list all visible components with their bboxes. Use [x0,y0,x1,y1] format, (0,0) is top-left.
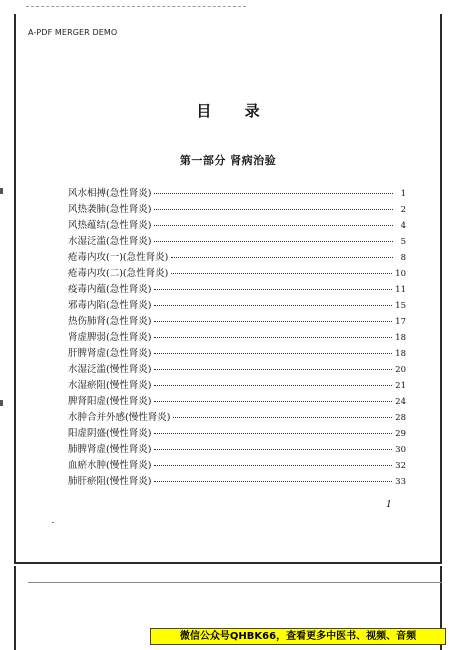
toc-leader-dots [154,312,392,322]
document-page[interactable] [14,14,442,564]
toc-entry-page: 18 [395,333,406,343]
toc-entry-label: 疮毒内攻(二)(急性肾炎) [68,268,169,279]
toc-entry-page: 17 [395,317,406,327]
toc-entry-label: 阳虚阴盛(慢性肾炎) [68,428,152,439]
part-heading: 第一部分 肾病治验 [179,154,277,167]
toc-entry-label: 水湿泛滥(急性肾炎) [68,236,152,247]
top-dashed-line [26,6,246,7]
toc-list [68,186,406,490]
toc-leader-dots [154,392,392,402]
toc-entry-page: 20 [395,365,406,375]
toc-entry-page: 21 [395,381,406,391]
toc-entry-label: 肺脾肾虚(慢性肾炎) [68,444,152,455]
toc-entry-page: 11 [395,285,406,295]
toc-entry-label: 肝脾肾虚(急性肾炎) [68,348,152,359]
scan-mark [52,522,54,523]
promo-banner: 微信公众号QHBK66，查看更多中医书、视频、音频 [150,628,446,645]
margin-mark [0,400,3,406]
toc-leader-dots [154,200,393,210]
toc-entry-page: 10 [395,269,406,279]
margin-mark [0,188,3,194]
toc-entry-page: 1 [400,189,406,199]
toc-entry-label: 水肿合并外感(慢性肾炎) [68,412,171,423]
toc-leader-dots [154,216,393,226]
toc-entry-label: 肺肝瘀阻(慢性肾炎) [68,476,152,487]
toc-leader-dots [171,264,392,274]
toc-entry-label: 脾肾阳虚(慢性肾炎) [68,396,152,407]
toc-entry[interactable] [68,474,406,490]
toc-leader-dots [173,408,392,418]
toc-entry-label: 风热袭肺(急性肾炎) [68,204,152,215]
toc-entry-page: 8 [400,253,406,263]
toc-entry-label: 邪毒内陷(急性肾炎) [68,300,152,311]
toc-leader-dots [154,440,392,450]
toc-entry-page: 4 [400,221,406,231]
toc-entry-label: 水湿瘀阻(慢性肾炎) [68,380,152,391]
toc-leader-dots [154,296,392,306]
toc-entry-label: 疮毒内攻(一)(急性肾炎) [68,252,169,263]
toc-leader-dots [154,280,392,290]
toc-leader-dots [171,248,393,258]
toc-leader-dots [154,232,393,242]
page-separator-line [28,582,442,583]
toc-leader-dots [154,184,393,194]
toc-entry-page: 33 [395,477,406,487]
toc-entry-page: 24 [395,397,406,407]
toc-entry-label: 疫毒内蕴(急性肾炎) [68,284,152,295]
toc-entry-page: 5 [400,237,406,247]
toc-entry-label: 血瘀水肿(慢性肾炎) [68,460,152,471]
toc-entry-label: 风水相搏(急性肾炎) [68,188,152,199]
toc-entry-page: 2 [400,205,406,215]
toc-leader-dots [154,456,392,466]
toc-entry-label: 热伤肺肾(急性肾炎) [68,316,152,327]
toc-entry-page: 18 [395,349,406,359]
toc-entry-page: 29 [395,429,406,439]
toc-leader-dots [154,472,392,482]
toc-entry-page: 30 [395,445,406,455]
toc-title: 目 录 [196,102,274,120]
toc-entry-label: 风热蕴结(急性肾炎) [68,220,152,231]
toc-leader-dots [154,360,392,370]
toc-leader-dots [154,328,392,338]
toc-leader-dots [154,376,392,386]
watermark-text: A-PDF MERGER DEMO [28,28,118,37]
toc-entry-page: 28 [395,413,406,423]
toc-entry-label: 水湿泛滥(慢性肾炎) [68,364,152,375]
page-number: 1 [386,500,392,510]
toc-entry-label: 肾虚脾弱(急性肾炎) [68,332,152,343]
toc-leader-dots [154,344,392,354]
toc-entry-page: 32 [395,461,406,471]
toc-leader-dots [154,424,392,434]
toc-entry-page: 15 [395,301,406,311]
